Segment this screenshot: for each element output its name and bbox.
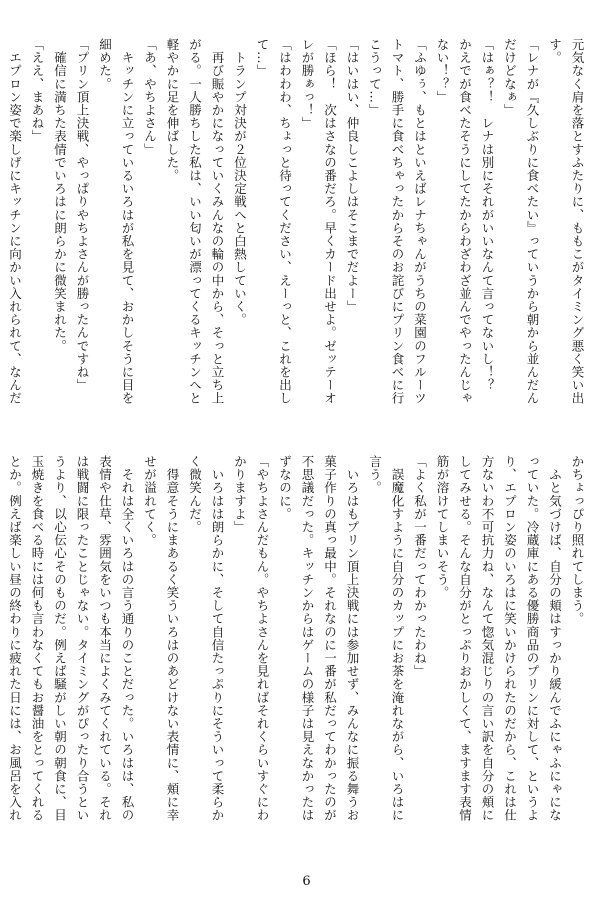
text-block-lower: かちょっぴり照れてしまう。 ふと気づけば、自分の頬はすっかり緩んでふにゃふにゃになっていた。冷蔵庫にある優勝商品のプリンに対して、というより、エプロン姿のいろはに笑いかけられたのだから、これは仕方ないわ不可抗力ね、なんて惚気混じりの言い訳を自分の頬にしてみせる。そんな自分がとっぷりおかしくて、ますます表情筋が溶けてしまいそう。 「よく私が一番だってわかったわね」 誤魔化すように自分のカップにお茶を淹れながら、いろはに言う。 いろはもプリン頂上決戦には参加せず、みんなに振る舞うお菓子作りの真っ最中。それなのに一番が私だってわかったのが不思議だった。キッチンからはゲームの様子は見えなかったはずなのに。 「やちよさんだもん。やちよさんを見ればそれくらいすぐにわかりますよ」 いろはは朗らかに、そして自信たっぷりにそういって柔らかく微笑んだ。 得意そうにまあるく笑ういろはのあどけない表情に、頬に幸せが溢れてく。 それは全くいろはの言う通りのことだった。いろはは、私の表情や仕草、雰囲気をいつも本当によくみてくれている。それは戦闘に限ったことじゃない。タイミングがぴったり合うというより、以心伝心そのものだ。例えば騒がしい朝の朝食に、目玉焼きを食べる時には何も言わなくてもお醤油をとってくれるとか。例えば楽しい昼の終わりに疲れた日には、お風呂を入れ	[7, 455, 585, 822]
text-block-upper: 元気なく肩を落とすふたりに、ももこがタイミング悪く笑い出す。 「レナが『久しぶりに食べたい』っていうから朝から並んだんだけどなぁ」 「はぁ？！ レナは別にそれがいいなんて言ってないし！？ かえでが食べたそうにしてたからわざわざ並んでやったんじゃない！？」 「ふゆぅ、もとはといえばレナちゃんがうちの菜園のフルーツトマト、勝手に食べちゃったからそのお詫びにプリン食べに行こうって…」 「はいはい、仲良しこよしはそこまでだよー」 「ほら！ 次はさなの番だろ。早くカード出せよ。ゼッテーオレが勝ぁっ！」 「はわわわ、ちょっと待ってください、えーっと、これを出して…」 トランプ対決が２位決定戦へと白熱していく。 再び賑やかになっていくみんなの輪の中から、そっと立ち上がる。一人勝ちした私は、いい匂いが漂ってくるキッチンへと軽やかに足を伸ばした。 「あ、やちよさん」 キッチンに立っているいろはが私を見て、おかしそうに目を細めた。 「プリン頂上決戦、やっぱりやちよさんが勝ったんですね」 確信に満ちた表情でいろはに朗らかに微笑まれた。 「ええ、まあね」 エプロン姿で楽しげにキッチンに向かい入れられて、なんだ	[7, 38, 585, 405]
page-number: 6	[302, 874, 311, 889]
